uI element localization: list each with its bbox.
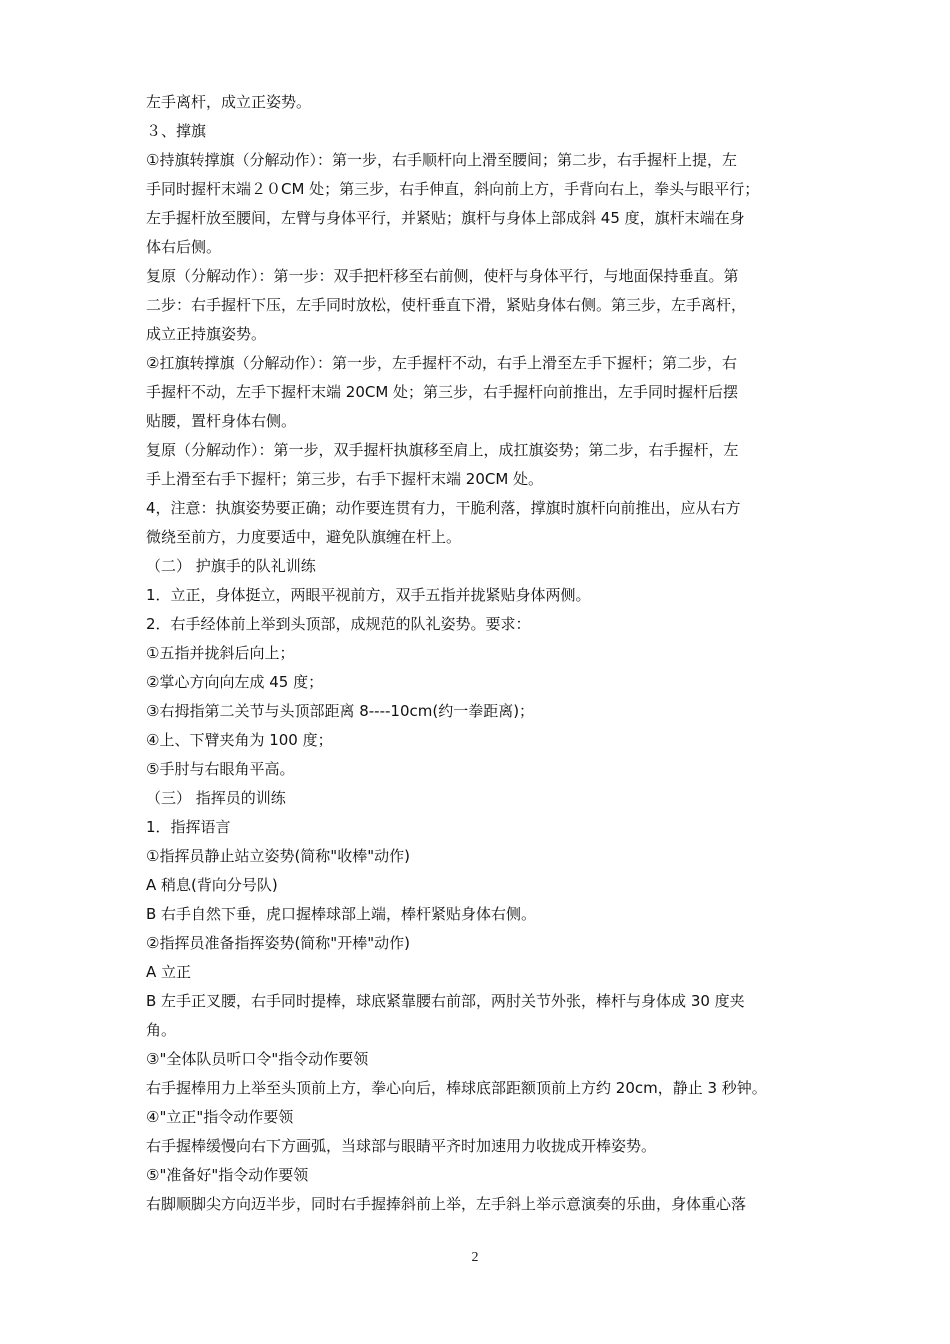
text-line: 左手离杆，成立正姿势。 bbox=[146, 93, 312, 111]
text-line: 贴腰，置杆身体右侧。 bbox=[146, 412, 297, 430]
text-line: 左手握杆放至腰间，左臂与身体平行，并紧贴；旗杆与身体上部成斜 45 度，旗杆末端在身 bbox=[146, 209, 745, 227]
text-line: 4，注意：执旗姿势要正确；动作要连贯有力，干脆利落，撑旗时旗杆向前推出，应从右方 bbox=[146, 499, 741, 517]
text-line: 复原（分解动作）：第一步，双手握杆执旗移至肩上，成扛旗姿势；第二步，右手握杆，左 bbox=[146, 441, 739, 459]
text-line: 2．右手经体前上举到头顶部，成规范的队礼姿势。要求： bbox=[146, 615, 531, 633]
text-line: ③"全体队员听口令"指令动作要领 bbox=[146, 1050, 369, 1068]
text-line: A 立正 bbox=[146, 963, 192, 981]
body-text bbox=[146, 88, 810, 1219]
section-heading: （二） 护旗手的队礼训练 bbox=[146, 557, 316, 575]
text-line: 微绕至前方，力度要适中，避免队旗缠在杆上。 bbox=[146, 528, 462, 546]
text-line: 体右后侧。 bbox=[146, 238, 222, 256]
text-line: 成立正持旗姿势。 bbox=[146, 325, 267, 343]
text-line: 角。 bbox=[146, 1021, 177, 1039]
text-line: B 右手自然下垂，虎口握棒球部上端，棒杆紧贴身体右侧。 bbox=[146, 905, 537, 923]
text-line: ①持旗转撑旗（分解动作）：第一步，右手顺杆向上滑至腰间；第二步，右手握杆上提，左 bbox=[146, 151, 737, 169]
text-line: 手握杆不动，左手下握杆末端 20CM 处；第三步，右手握杆向前推出，左手同时握杆后摆 bbox=[146, 383, 739, 401]
text-line: 1．指挥语言 bbox=[146, 818, 231, 836]
text-line: ①五指并拢斜后向上； bbox=[146, 644, 295, 662]
text-line: 手同时握杆末端２０CM 处；第三步，右手伸直，斜向前上方，手背向右上，拳头与眼平行； bbox=[146, 180, 760, 198]
section-heading: （三） 指挥员的训练 bbox=[146, 789, 286, 807]
text-line: ④"立正"指令动作要领 bbox=[146, 1108, 294, 1126]
text-line: 1．立正，身体挺立，两眼平视前方，双手五指并拢紧贴身体两侧。 bbox=[146, 586, 591, 604]
text-line: 手上滑至右手下握杆；第三步，右手下握杆末端 20CM 处。 bbox=[146, 470, 544, 488]
text-line: ①指挥员静止站立姿势(简称"收棒"动作) bbox=[146, 847, 410, 865]
text-line: 右手握棒缓慢向右下方画弧，当球部与眼睛平齐时加速用力收拢成开棒姿势。 bbox=[146, 1137, 657, 1155]
text-line: ④上、下臂夹角为 100 度； bbox=[146, 731, 333, 749]
text-line: ③右拇指第二关节与头顶部距离 8----10cm(约一拳距离)； bbox=[146, 702, 535, 720]
text-line: ⑤手肘与右眼角平高。 bbox=[146, 760, 295, 778]
text-line: 二步：右手握杆下压，左手同时放松，使杆垂直下滑，紧贴身体右侧。第三步，左手离杆， bbox=[146, 296, 747, 314]
text-line: 复原（分解动作）：第一步：双手把杆移至右前侧，使杆与身体平行，与地面保持垂直。第 bbox=[146, 267, 739, 285]
section-heading: ３、撑旗 bbox=[146, 122, 207, 140]
text-line: ②指挥员准备指挥姿势(简称"开棒"动作) bbox=[146, 934, 410, 952]
text-line: ②掌心方向向左成 45 度； bbox=[146, 673, 324, 691]
text-line: B 左手正叉腰，右手同时提棒，球底紧靠腰右前部，两肘关节外张，棒杆与身体成 30 度夹 bbox=[146, 992, 745, 1010]
text-line: 右手握棒用力上举至头顶前上方，拳心向后，棒球底部距额顶前上方约 20cm，静止 3 秒钟。 bbox=[146, 1079, 767, 1097]
text-line: A 稍息(背向分号队) bbox=[146, 876, 278, 894]
text-line: ⑤"准备好"指令动作要领 bbox=[146, 1166, 309, 1184]
page-number: 2 bbox=[471, 1250, 479, 1265]
text-line: ②扛旗转撑旗（分解动作）：第一步，左手握杆不动，右手上滑至左手下握杆；第二步，右 bbox=[146, 354, 737, 372]
text-line: 右脚顺脚尖方向迈半步，同时右手握捧斜前上举，左手斜上举示意演奏的乐曲，身体重心落 bbox=[146, 1195, 747, 1213]
